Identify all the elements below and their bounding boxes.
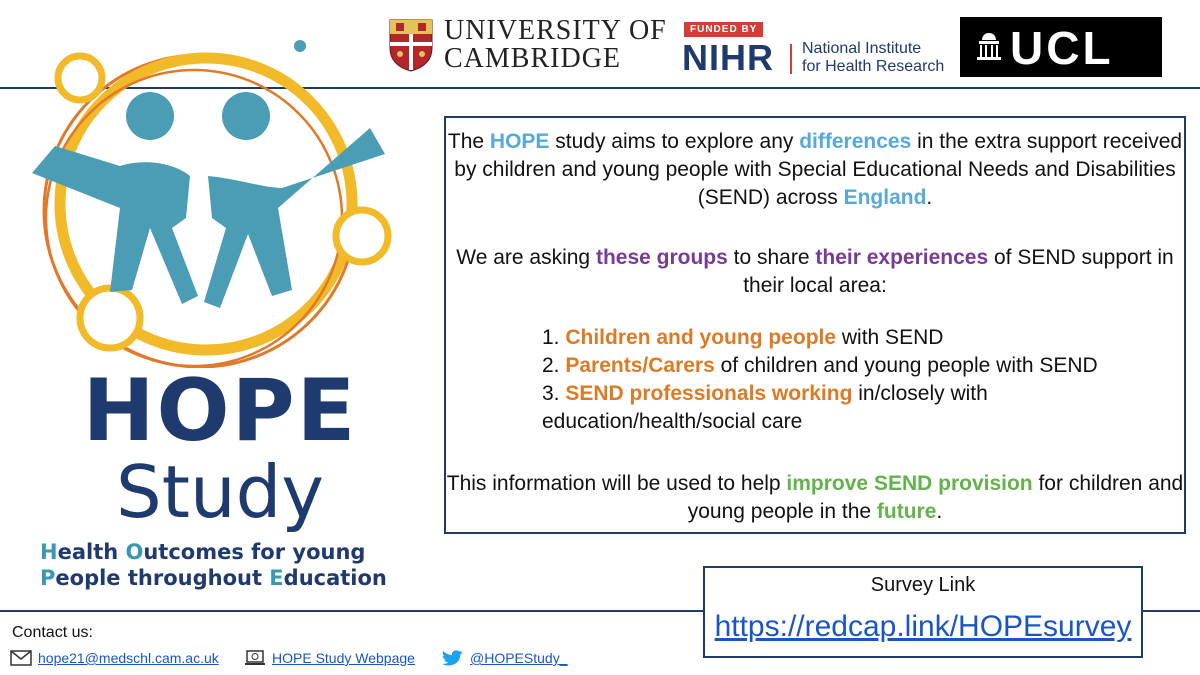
contact-label: Contact us: [12,624,93,641]
contact-webpage [244,648,415,668]
cambridge-line-1: UNIVERSITY OF [444,15,667,46]
hope-wordmark: HOPE [82,361,358,461]
survey-link[interactable]: https://redcap.link/HOPEsurvey [714,610,1132,643]
nihr-name-line-2: for Health Research [802,58,945,75]
list-item: 2. Parents/Carers of children and young people with SEND [542,354,1098,377]
intro-paragraph: The HOPE study aims to explore any differences in the extra support received by children and young people with Special Educational Needs and Disabilities (SEND) across England. [447,130,1183,209]
nihr-mark: NIHR [682,37,774,78]
contact-twitter [442,648,567,668]
tagline-line-2: People throughout Education [40,566,387,590]
ucl-mark: UCL [1010,22,1114,74]
email-icon [10,650,32,666]
email-link[interactable]: hope21@medschl.cam.ac.uk [38,650,219,666]
contact-email [10,648,219,668]
twitter-icon [442,650,464,666]
cambridge-logo [388,14,667,74]
ucl-logo [960,17,1162,77]
nihr-separator [790,44,792,74]
list-item: 3. SEND professionals working in/closely with [542,382,988,405]
cambridge-crest-icon [388,18,434,72]
hope-logo-art [20,28,410,368]
twitter-link[interactable]: @HOPEStudy_ [470,650,568,666]
survey-label: Survey Link [870,574,976,596]
nihr-name-line-1: National Institute [802,40,922,57]
info-box [444,116,1186,534]
portico-icon [974,31,1004,61]
cambridge-line-2: CAMBRIDGE [444,43,622,74]
asking-paragraph: We are asking these groups to share their experiences of SEND support in their local area: [456,246,1174,297]
survey-box [703,566,1143,658]
funded-by-label: FUNDED BY [684,22,763,37]
webpage-link[interactable]: HOPE Study Webpage [272,650,415,666]
list-item: 1. Children and young people with SEND [542,326,944,349]
tagline-line-1: Health Outcomes for young [40,540,366,564]
study-wordmark: Study [116,450,324,534]
closing-paragraph: This information will be used to help improve SEND provision for children and young people in the future. [446,472,1184,523]
webpage-icon [244,650,266,666]
nihr-logo [682,20,945,78]
list-item-continuation: education/health/social care [542,410,803,433]
groups-list [542,324,1182,436]
